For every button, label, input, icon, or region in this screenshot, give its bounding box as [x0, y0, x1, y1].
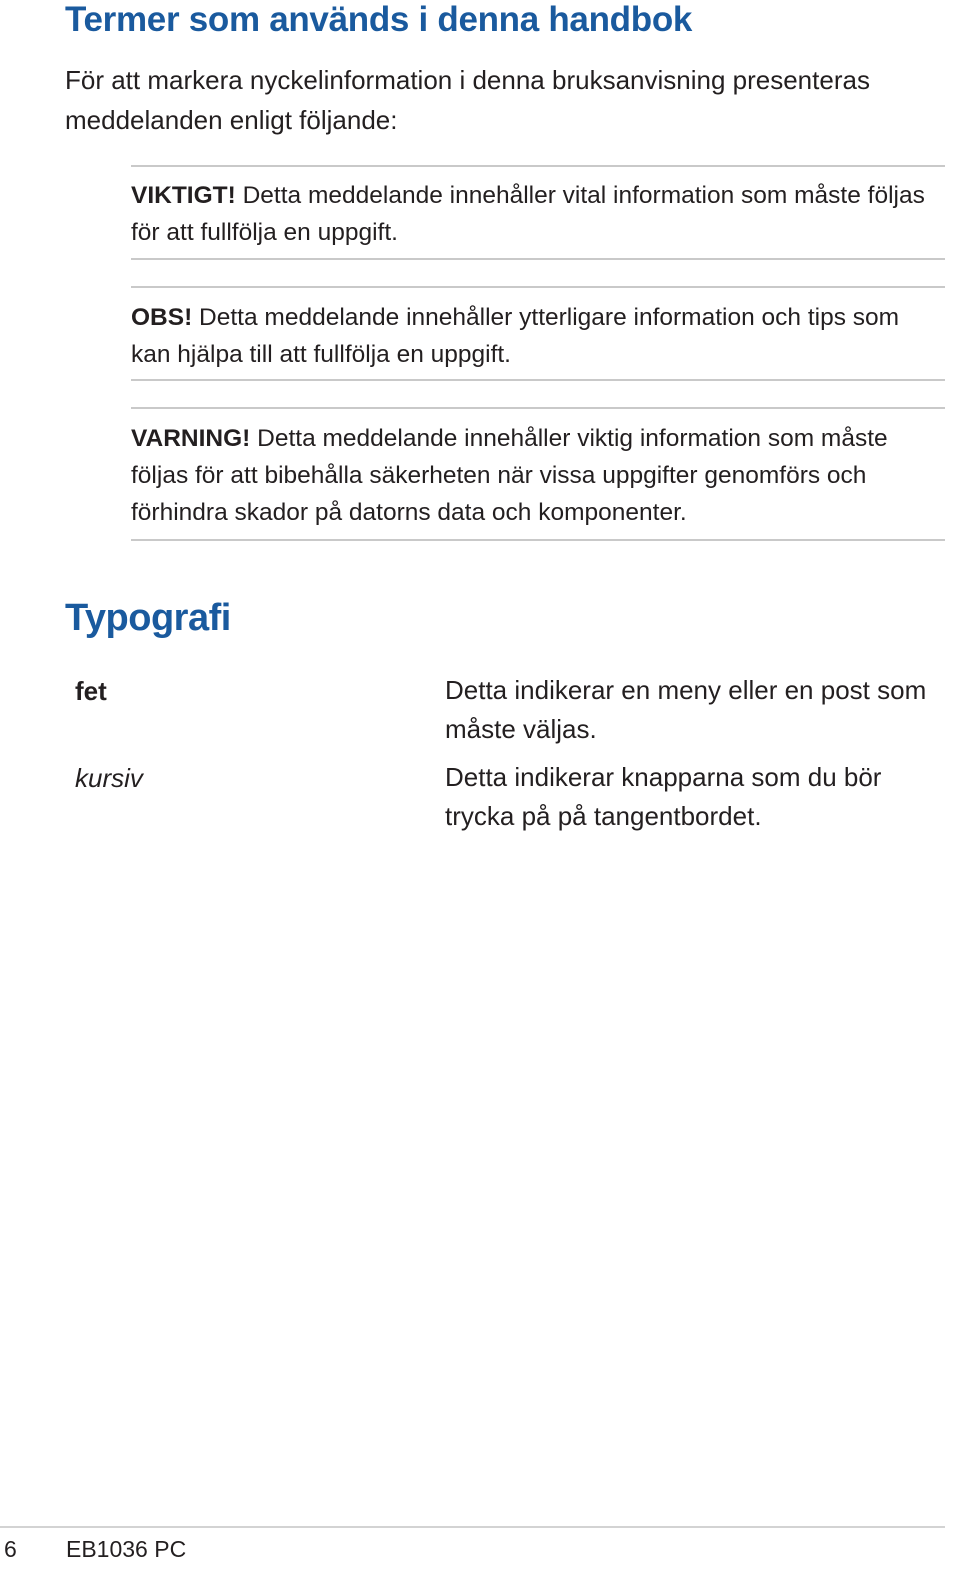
notice-warning-text: Detta meddelande innehåller viktig information som måste följas för att bibehålla säkerheten när vissa uppgifter genomförs och förhindra skador på datorns data och komponenter.: [131, 425, 888, 526]
notice-important: [131, 177, 945, 251]
typography-term-bold: fet: [75, 676, 107, 706]
footer-rule: [0, 1526, 945, 1528]
typography-heading: Typografi: [65, 597, 231, 639]
typography-description-italic: Detta indikerar knapparna som du bör trycka på på tangentbordet.: [445, 762, 882, 831]
notice-top-rule: [131, 407, 945, 409]
intro-paragraph: För att markera nyckelinformation i denna bruksanvisning presenteras meddelanden enligt följande:: [65, 65, 870, 135]
typography-description-bold: Detta indikerar en meny eller en post som måste väljas.: [445, 675, 927, 744]
notice-top-rule: [131, 286, 945, 288]
typography-term-italic: kursiv: [75, 763, 143, 793]
page-title: Termer som används i denna handbok: [65, 0, 693, 39]
notice-note-text: Detta meddelande innehåller ytterligare information och tips som kan hjälpa till att fullfölja en uppgift.: [131, 304, 900, 368]
notice-important-text: Detta meddelande innehåller vital information som måste följas för att fullfölja en uppgift.: [131, 182, 925, 246]
notice-important-keyword: VIKTIGT!: [131, 182, 236, 209]
footer-model-name: EB1036 PC: [66, 1536, 187, 1562]
notice-warning: [131, 420, 945, 531]
notice-bottom-rule: [131, 379, 945, 381]
notice-top-rule: [131, 165, 945, 167]
notice-warning-keyword: VARNING!: [131, 425, 251, 452]
footer-page-number: 6: [4, 1536, 17, 1562]
notice-bottom-rule: [131, 539, 945, 541]
notice-note-keyword: OBS!: [131, 304, 193, 331]
notice-bottom-rule: [131, 258, 945, 260]
notice-note: [131, 299, 945, 373]
